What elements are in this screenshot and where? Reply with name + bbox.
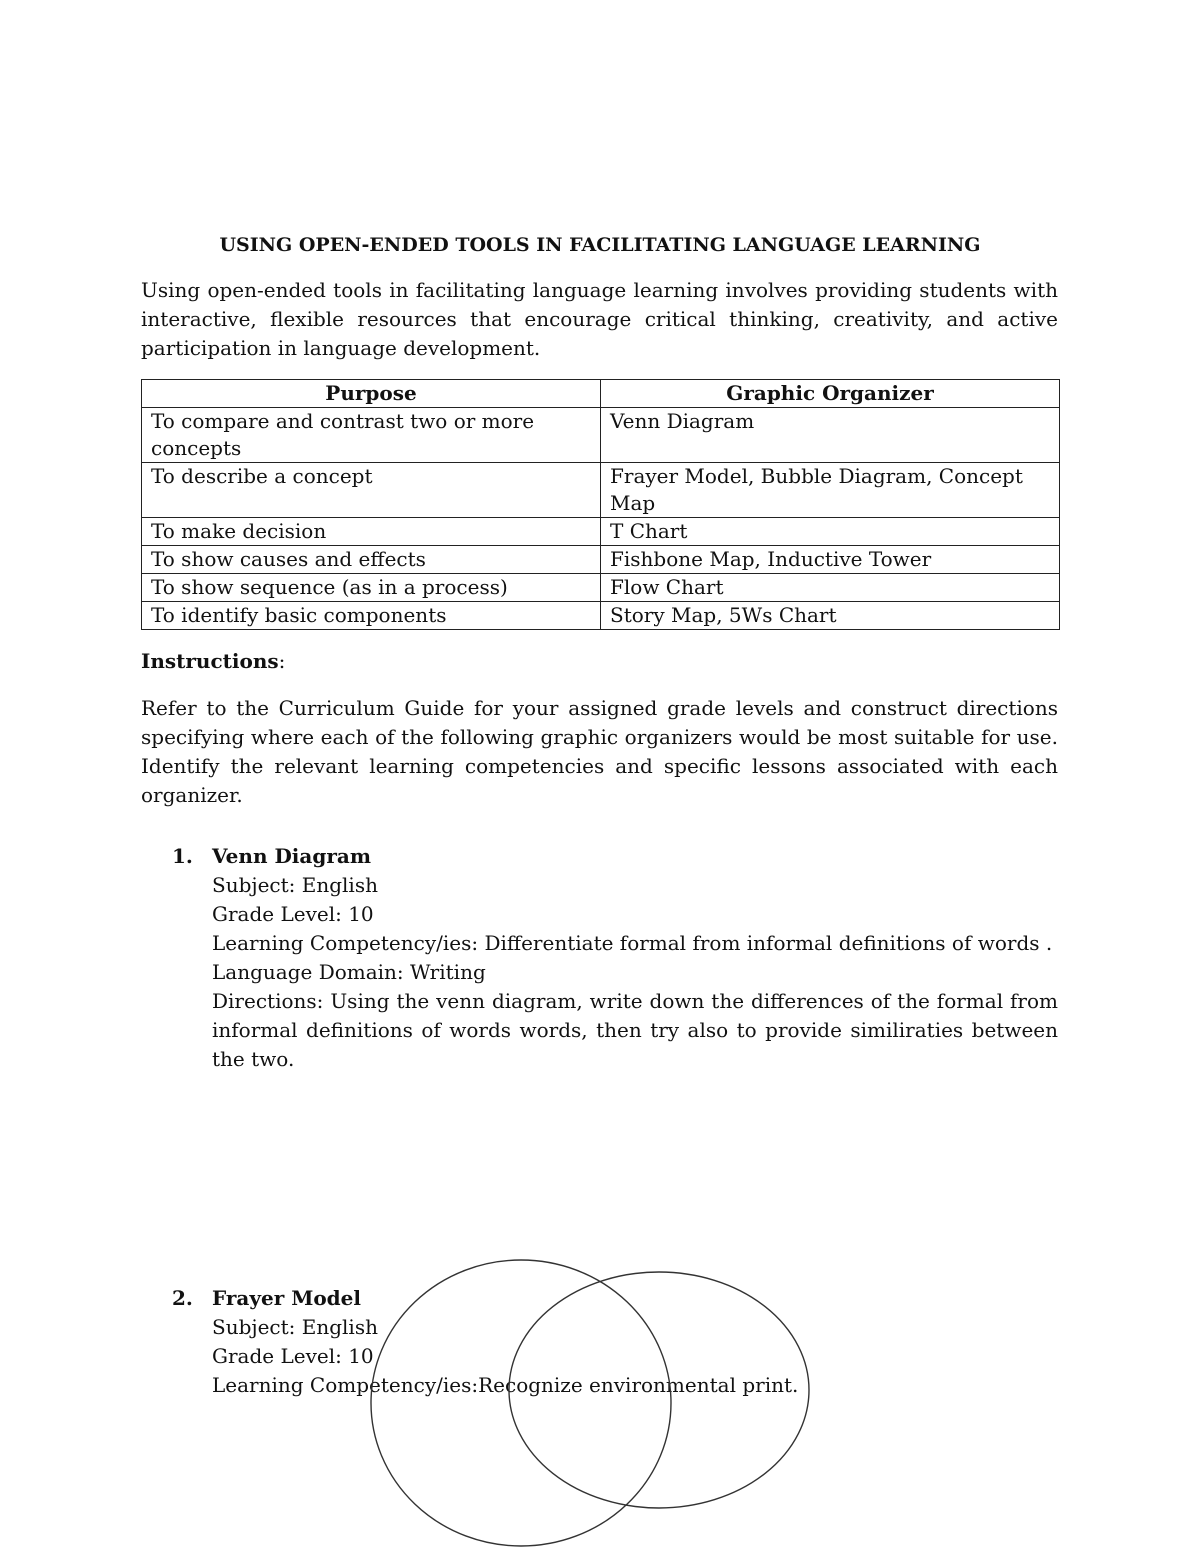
- table-row: [142, 408, 1060, 463]
- list-item-frayer-model: [172, 1284, 1058, 1400]
- header-graphic-organizer: Graphic Organizer: [601, 380, 1060, 408]
- item-title: Venn Diagram: [212, 844, 371, 868]
- item-grade-level: Grade Level: 10: [212, 902, 374, 926]
- cell-organizer: Frayer Model, Bubble Diagram, Concept Map: [601, 463, 1060, 518]
- instructions-heading: [141, 649, 285, 673]
- item-subject: Subject: English: [212, 873, 378, 897]
- item-directions: Directions: Using the venn diagram, write down the differences of the formal from informal definitions of words words, then try also to provide similiraties between the two.: [212, 989, 1058, 1071]
- cell-organizer: Venn Diagram: [601, 408, 1060, 463]
- instructions-colon: :: [278, 649, 286, 673]
- item-subject: Subject: English: [212, 1315, 378, 1339]
- item-language-domain: Language Domain: Writing: [212, 960, 486, 984]
- table-row: [142, 546, 1060, 574]
- item-number: 2.: [172, 1286, 193, 1310]
- cell-purpose: To describe a concept: [142, 463, 601, 518]
- cell-organizer: Flow Chart: [601, 574, 1060, 602]
- cell-purpose: To identify basic components: [142, 602, 601, 630]
- table-row: [142, 463, 1060, 518]
- cell-organizer: Fishbone Map, Inductive Tower: [601, 546, 1060, 574]
- organizer-table: [141, 379, 1060, 630]
- cell-purpose: To show causes and effects: [142, 546, 601, 574]
- item-number: 1.: [172, 844, 193, 868]
- item-competency: Learning Competency/ies: Differentiate formal from informal definitions of words .: [212, 931, 1053, 955]
- table-row: [142, 602, 1060, 630]
- cell-organizer: T Chart: [601, 518, 1060, 546]
- item-competency: Learning Competency/ies:Recognize environmental print.: [212, 1373, 799, 1397]
- instructions-body: Refer to the Curriculum Guide for your assigned grade levels and construct directions specifying where each of the following graphic organizers would be most suitable for use. Identify the relevant learning competencies and specific lessons associated with each organizer.: [141, 696, 1058, 807]
- list-item-venn-diagram: [172, 842, 1058, 1074]
- table-row: [142, 574, 1060, 602]
- table-header-row: [142, 380, 1060, 408]
- intro-paragraph: Using open-ended tools in facilitating language learning involves providing students with interactive, flexible resources that encourage critical thinking, creativity, and active participation in language development.: [141, 278, 1058, 360]
- cell-purpose: To show sequence (as in a process): [142, 574, 601, 602]
- cell-organizer: Story Map, 5Ws Chart: [601, 602, 1060, 630]
- cell-purpose: To make decision: [142, 518, 601, 546]
- instructions-label: Instructions: [141, 649, 279, 673]
- header-purpose: Purpose: [142, 380, 601, 408]
- table-row: [142, 518, 1060, 546]
- item-grade-level: Grade Level: 10: [212, 1344, 374, 1368]
- page-title: USING OPEN-ENDED TOOLS IN FACILITATING LANGUAGE LEARNING: [219, 234, 981, 256]
- cell-purpose: To compare and contrast two or more concepts: [142, 408, 601, 463]
- item-title: Frayer Model: [212, 1286, 361, 1310]
